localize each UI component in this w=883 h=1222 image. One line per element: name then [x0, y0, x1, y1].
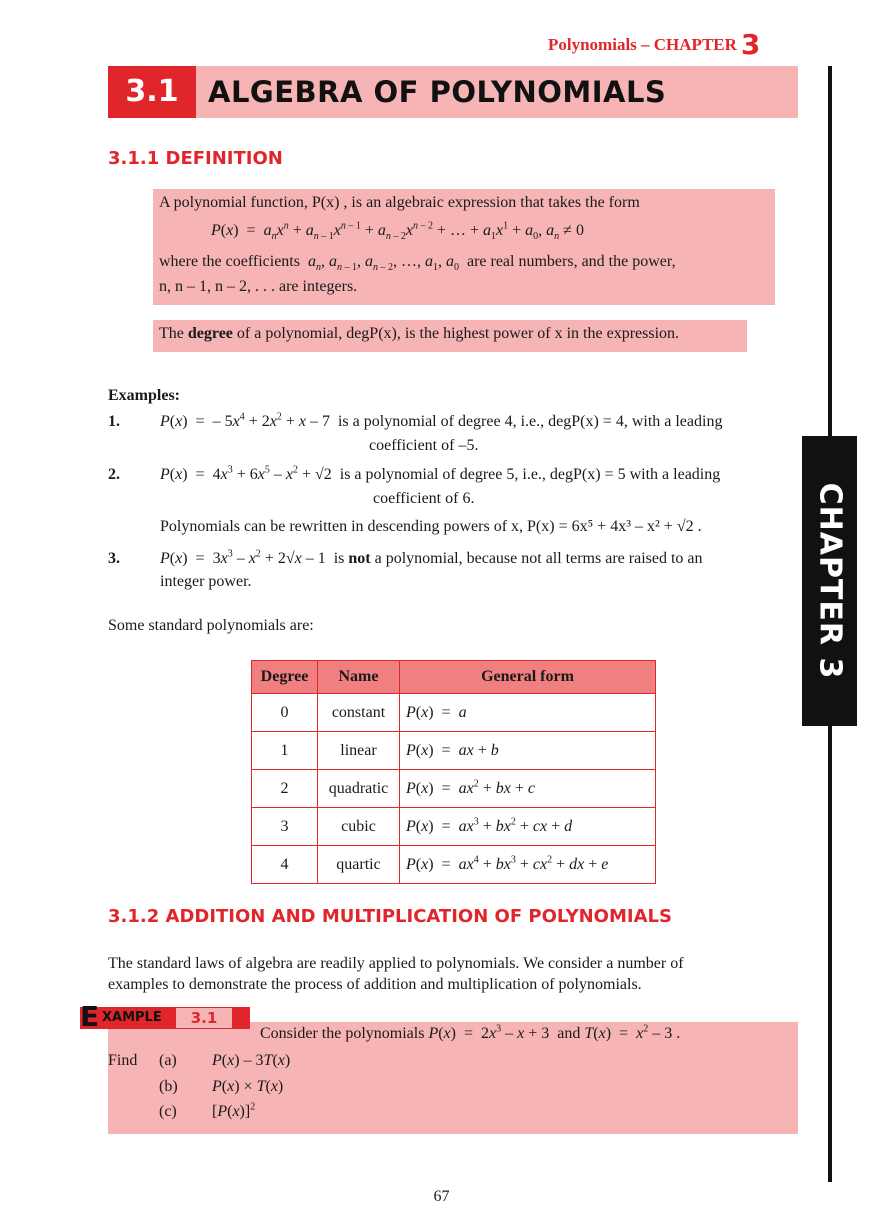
example-1-number: 1.: [108, 413, 120, 430]
section-banner: [108, 66, 798, 118]
running-head-text: Polynomials – CHAPTER: [548, 35, 737, 54]
section-number: 3.1: [108, 66, 196, 118]
table-row: [252, 808, 656, 846]
table-row: [252, 694, 656, 732]
row-degree: 1: [252, 732, 318, 770]
definition-where-suffix: are real numbers, and the power,: [466, 253, 676, 270]
chapter-tab: [802, 436, 857, 726]
examples-heading: Examples:: [108, 387, 180, 404]
example-intro-line: Consider the polynomials $P(x) = 2x^3 - x + 3$ and $T(x) = x^2 - 3$ .: [260, 1023, 681, 1042]
example-intro: Consider the polynomials: [260, 1025, 425, 1042]
standard-polynomials-intro: Some standard polynomials are:: [108, 617, 314, 634]
definition-box: [153, 189, 775, 305]
example-box: [108, 1022, 798, 1134]
table-header-row: [252, 661, 656, 694]
degree-note-prefix: The: [159, 325, 184, 342]
example-2-line: $P(x) = 4x^3 + 6x^5 - x^2 + √2$ is a polynomial of degree 5, i.e., degP(x) = 5 with a leading: [160, 464, 721, 483]
example-label: [80, 1000, 250, 1033]
addition-paragraph-line-2: examples to demonstrate the process of addition and multiplication of polynomials.: [108, 976, 642, 993]
header-name: Name: [318, 661, 400, 694]
example-2-number: 2.: [108, 466, 120, 483]
definition-powers: n, n – 1, n – 2, . . . are integers.: [159, 278, 358, 295]
row-name: constant: [318, 694, 400, 732]
row-general-form: P(x) = ax + b: [400, 732, 656, 770]
page-number: 67: [433, 1188, 450, 1205]
example-1-continuation: coefficient of –5.: [369, 437, 479, 454]
example-part-b-label: (b): [159, 1078, 178, 1095]
row-degree: 2: [252, 770, 318, 808]
row-name: quadratic: [318, 770, 400, 808]
example-label-letter: E: [80, 1000, 100, 1033]
table-row: [252, 846, 656, 884]
row-general-form: $P(x) = ax^3 + bx^2$ + cx + d: [400, 808, 656, 846]
example-3-line: $P(x) = 3x^3 - x^2 + 2√x - 1$ is not a polynomial, because not all terms are raised to an: [160, 548, 703, 567]
example-part-a: P(x) – 3T(x): [212, 1052, 291, 1069]
definition-intro: A polynomial function, P(x) , is an algebraic expression that takes the form: [159, 194, 640, 211]
example-2-continuation: coefficient of 6.: [373, 490, 475, 507]
degree-note-bold: degree: [187, 325, 233, 342]
example-3-text-b: a polynomial, because not all terms are raised to an: [374, 550, 703, 567]
example-part-c-label: (c): [159, 1103, 177, 1120]
example-2-text: is a polynomial of degree 5, i.e., degP(x) = 5 with a leading: [339, 466, 721, 483]
example-1-text: is a polynomial of degree 4, i.e., degP(x) = 4, with a leading: [337, 413, 723, 430]
row-degree: 4: [252, 846, 318, 884]
example-3-continuation: integer power.: [160, 573, 252, 590]
header-general-form: General form: [400, 661, 656, 694]
header-degree: Degree: [252, 661, 318, 694]
running-head: [548, 24, 761, 61]
subsection-definition-heading: 3.1.1 DEFINITION: [108, 148, 283, 169]
example-find: Find: [108, 1052, 138, 1069]
row-name: quartic: [318, 846, 400, 884]
degree-note-suffix: of a polynomial, degP(x), is the highest power of x in the expression.: [236, 325, 680, 342]
chapter-tab-label: CHAPTER 3: [812, 482, 847, 680]
section-title: ALGEBRA OF POLYNOMIALS: [208, 75, 667, 109]
running-head-chapter-number: 3: [740, 28, 761, 61]
example-1-line: P(x) = – $5x^4 + 2x^2 + x - 7$ is a polynomial of degree 4, i.e., degP(x) = 4, with a leading: [160, 411, 723, 430]
example-3-number: 3.: [108, 550, 120, 567]
row-general-form: P(x) = a: [400, 694, 656, 732]
example-part-b: P(x) × T(x): [212, 1078, 284, 1095]
row-name: linear: [318, 732, 400, 770]
row-name: cubic: [318, 808, 400, 846]
addition-paragraph-line-1: The standard laws of algebra are readily applied to polynomials. We consider a number of: [108, 955, 684, 972]
example-3-text-a: is: [333, 550, 345, 567]
definition-formula: $P(x) = a_nx^n + a_{n - 1}x^{n - 1} + a_{n - 2}x^{n - 2}$ + … + $a_1x^1 + a_0$, $a_n \ne 0$: [211, 220, 584, 243]
row-degree: 3: [252, 808, 318, 846]
row-degree: 0: [252, 694, 318, 732]
example-part-a-label: (a): [159, 1052, 177, 1069]
standard-polynomials-table: [251, 660, 656, 884]
degree-note: [159, 325, 679, 343]
example-part-c: $[P(x)]^2$: [212, 1101, 256, 1120]
degree-note-box: [153, 320, 747, 352]
row-general-form: $P(x) = ax^2$ + bx + c: [400, 770, 656, 808]
definition-where-prefix: where the coefficients: [159, 253, 300, 270]
table-row: [252, 770, 656, 808]
example-label-number: 3.1: [176, 1008, 232, 1028]
rewrite-note: Polynomials can be rewritten in descending powers of x, P(x) = 6x⁵ + 4x³ – x² + √2 .: [160, 518, 702, 535]
definition-coefficients-line: where the coefficients $a_n$, $a_{n - 1}$, $a_{n - 2}$, …, $a_1$, $a_0$ are real numbers, and the power,: [159, 253, 676, 274]
subsection-addition-heading: 3.1.2 ADDITION AND MULTIPLICATION OF POLYNOMIALS: [108, 906, 672, 927]
row-general-form: $P(x) = ax^4 + bx^3 + cx^2$ + dx + e: [400, 846, 656, 884]
example-3-bold: not: [348, 550, 371, 567]
table-row: [252, 732, 656, 770]
example-label-word: XAMPLE: [102, 1010, 162, 1025]
example-and: and: [557, 1025, 581, 1042]
